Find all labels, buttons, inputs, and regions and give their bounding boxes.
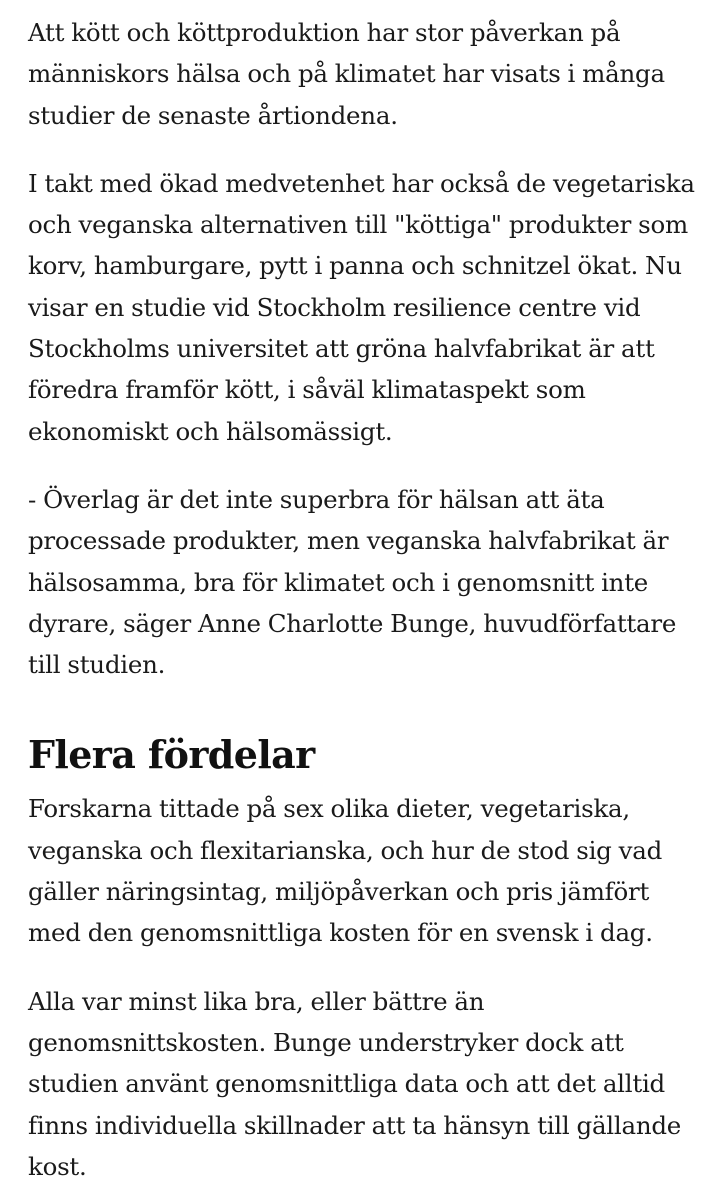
section-heading: Flera fördelar — [28, 732, 315, 778]
paragraph-section-2: Alla var minst lika bra, eller bättre än genomsnittskosten. Bunge understryker dock att studien använt genomsnittliga data och att det alltid finns individuella skillnader att ta hänsyn till gällande kost. — [28, 986, 682, 1181]
article-body — [28, 12, 700, 1187]
paragraph-section-1: Forskarna tittade på sex olika dieter, vegetariska, veganska och flexitarianska, och hur de stod sig vad gäller näringsintag, miljöpåverkan och pris jämfört med den genomsnittliga kosten för en svensk i dag. — [28, 794, 663, 948]
paragraph-quote: - Överlag är det inte superbra för hälsan att äta processade produkter, men veganska halvfabrikat är hälsosamma, bra för klimatet och i genomsnitt inte dyrare, säger Anne Charlotte Bunge, huvudförfattare till studien. — [28, 484, 677, 680]
paragraph-intro-2: I takt med ökad medvetenhet har också de vegetariska och veganska alternativen till "köttiga" produkter som korv, hamburgare, pytt i panna och schnitzel ökat. Nu visar en studie vid Stockholm resilience centre vid Stockholms universitet att gröna halvfabrikat är att föredra framför kött, i såväl klimataspekt som ekonomiskt och hälsomässigt. — [28, 168, 695, 446]
paragraph-intro-1: Att kött och köttproduktion har stor påverkan på människors hälsa och på klimatet har visats i många studier de senaste årtiondena. — [28, 18, 665, 130]
